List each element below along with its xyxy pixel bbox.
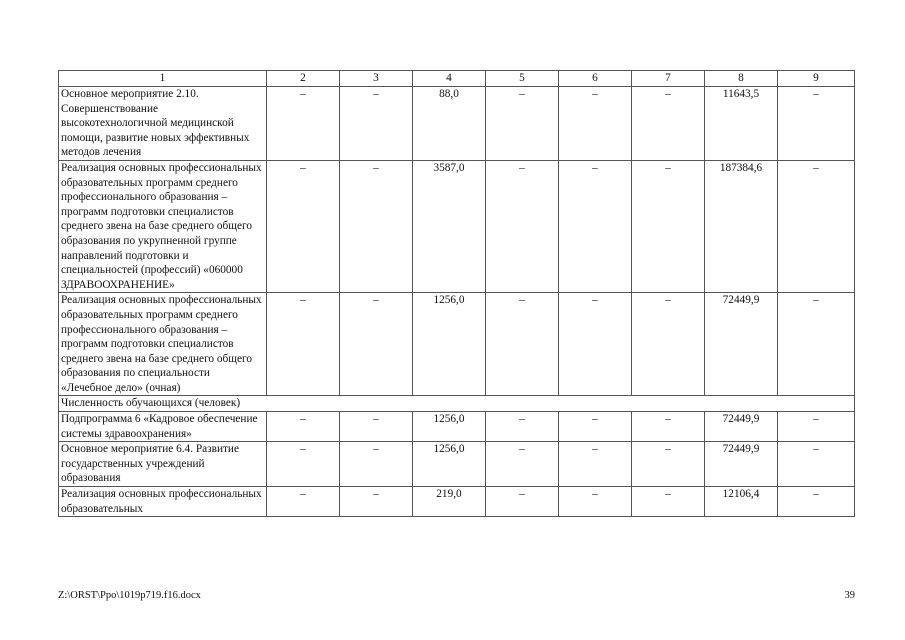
value-cell: – [267, 487, 340, 517]
column-header: 8 [705, 71, 778, 87]
value-cell: – [267, 160, 340, 292]
value-cell: 72449,9 [705, 293, 778, 396]
table-body [59, 87, 855, 517]
value-cell: – [267, 442, 340, 487]
value-cell: 88,0 [413, 87, 486, 161]
row-name-cell: Подпрограмма 6 «Кадровое обеспечение системы здравоохранения» [59, 412, 267, 442]
section-label: Численность обучающихся (человек) [59, 396, 855, 412]
value-cell: – [632, 487, 705, 517]
value-cell: – [486, 293, 559, 396]
value-cell: – [486, 160, 559, 292]
table-row [59, 293, 855, 396]
value-cell: – [559, 293, 632, 396]
column-header: 2 [267, 71, 340, 87]
value-cell: – [267, 412, 340, 442]
table-row [59, 87, 855, 161]
value-cell: 72449,9 [705, 412, 778, 442]
section-row [59, 396, 855, 412]
table-header [59, 71, 855, 87]
value-cell: 219,0 [413, 487, 486, 517]
value-cell: – [267, 293, 340, 396]
column-header: 3 [340, 71, 413, 87]
value-cell: 72449,9 [705, 442, 778, 487]
table-row [59, 412, 855, 442]
value-cell: – [778, 87, 855, 161]
page-number: 39 [844, 590, 855, 601]
column-header: 6 [559, 71, 632, 87]
value-cell: – [486, 487, 559, 517]
value-cell: – [778, 412, 855, 442]
column-header: 9 [778, 71, 855, 87]
footer-file-path: Z:\ORST\Ppo\1019p719.f16.docx [58, 590, 201, 601]
row-name-cell: Реализация основных профессиональных образовательных программ среднего профессионального образования – программ подготовки специалистов среднего звена на базе среднего общего образования по специальности «Лечебное дело» (очная) [59, 293, 267, 396]
table-row [59, 160, 855, 292]
value-cell: – [559, 160, 632, 292]
value-cell: 11643,5 [705, 87, 778, 161]
value-cell: – [559, 412, 632, 442]
value-cell: – [340, 487, 413, 517]
value-cell: – [340, 412, 413, 442]
value-cell: 187384,6 [705, 160, 778, 292]
value-cell: – [340, 293, 413, 396]
column-header: 4 [413, 71, 486, 87]
value-cell: – [778, 293, 855, 396]
value-cell: 12106,4 [705, 487, 778, 517]
value-cell: – [778, 160, 855, 292]
value-cell: – [486, 412, 559, 442]
value-cell: 1256,0 [413, 412, 486, 442]
value-cell: – [340, 160, 413, 292]
header-row [59, 71, 855, 87]
value-cell: – [632, 160, 705, 292]
value-cell: – [340, 442, 413, 487]
value-cell: 3587,0 [413, 160, 486, 292]
column-header: 7 [632, 71, 705, 87]
value-cell: – [778, 442, 855, 487]
row-name-cell: Основное мероприятие 2.10. Совершенствование высокотехнологичной медицинской помощи, развитие новых эффективных методов лечения [59, 87, 267, 161]
value-cell: – [778, 487, 855, 517]
value-cell: – [632, 87, 705, 161]
value-cell: 1256,0 [413, 442, 486, 487]
data-table [58, 70, 855, 517]
column-header: 1 [59, 71, 267, 87]
value-cell: – [340, 87, 413, 161]
row-name-cell: Основное мероприятие 6.4. Развитие государственных учреждений образования [59, 442, 267, 487]
value-cell: – [559, 487, 632, 517]
value-cell: – [632, 442, 705, 487]
value-cell: – [559, 87, 632, 161]
table-row [59, 487, 855, 517]
value-cell: – [559, 442, 632, 487]
value-cell: – [486, 87, 559, 161]
row-name-cell: Реализация основных профессиональных образовательных [59, 487, 267, 517]
table-row [59, 442, 855, 487]
row-name-cell: Реализация основных профессиональных образовательных программ среднего профессионального образования – программ подготовки специалистов среднего звена на базе среднего общего образования по укрупненной группе направлений подготовки и специальностей (профессий) «060000 ЗДРАВООХРАНЕНИЕ» [59, 160, 267, 292]
value-cell: – [267, 87, 340, 161]
column-header: 5 [486, 71, 559, 87]
value-cell: 1256,0 [413, 293, 486, 396]
value-cell: – [632, 293, 705, 396]
value-cell: – [486, 442, 559, 487]
value-cell: – [632, 412, 705, 442]
